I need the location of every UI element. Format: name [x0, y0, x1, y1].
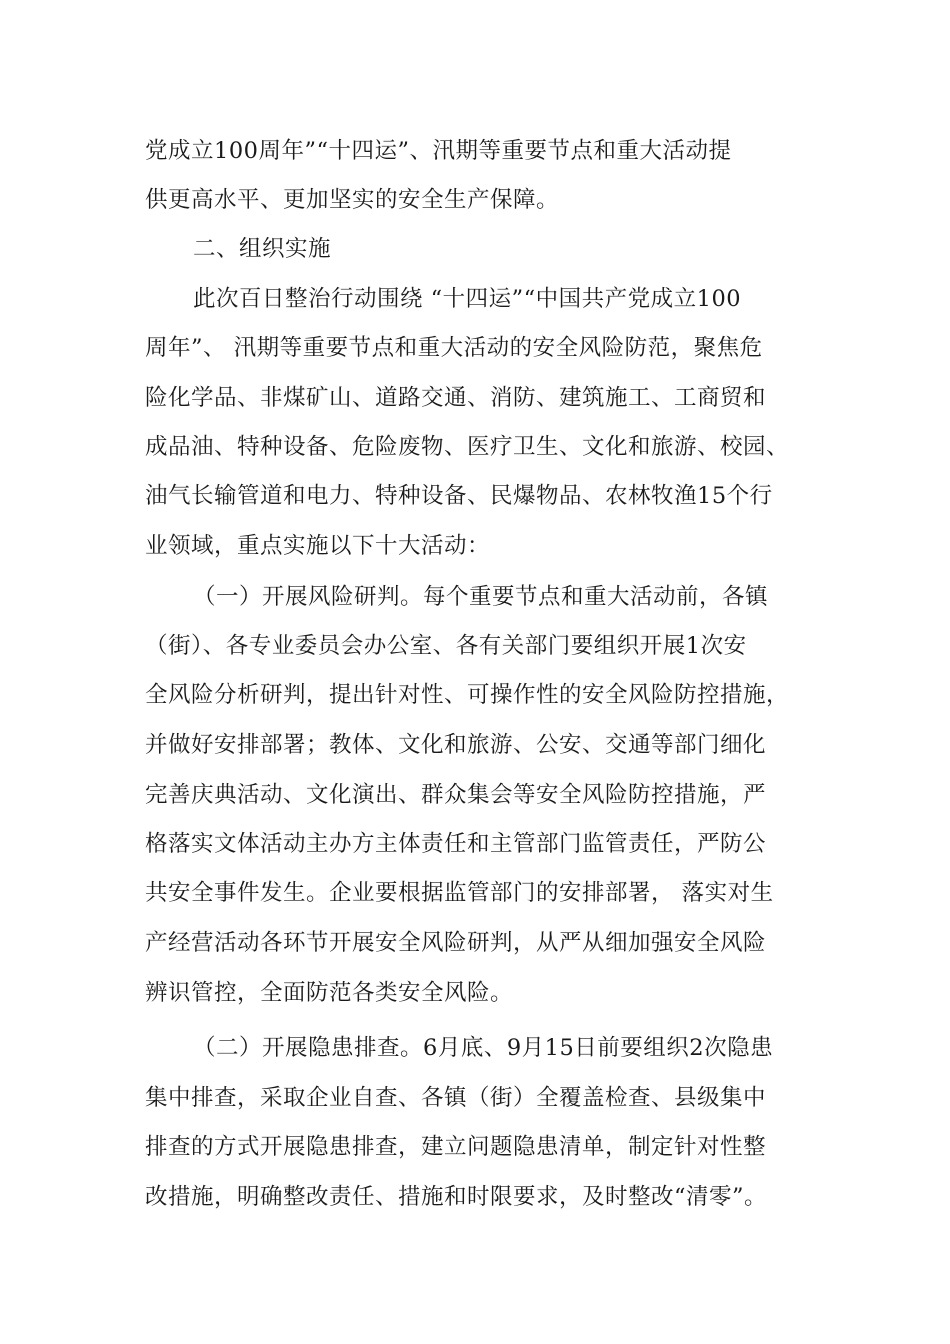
text-line-1: 党成立100周年”“十四运”、汛期等重要节点和重大活动提 — [145, 138, 732, 164]
text-line-5: 周年”、 汛期等重要节点和重大活动的安全风险防范，聚焦危 — [145, 335, 763, 361]
text-line-8: 油气长输管道和电力、特种设备、民爆物品、农林牧渔15个行 — [145, 483, 773, 509]
subsection-one-start: （一）开展风险研判。每个重要节点和重大活动前，各镇 — [193, 584, 769, 610]
text-line-11: （街）、各专业委员会办公室、各有关部门要组织开展1次安 — [145, 633, 747, 659]
text-line-13: 并做好安排部署；教体、文化和旅游、公安、交通等部门细化 — [145, 732, 767, 758]
text-line-16: 共安全事件发生。企业要根据监管部门的安排部署， 落实对生 — [145, 880, 774, 906]
text-line-4: 此次百日整治行动围绕 “十四运”“中国共产党成立100 — [193, 286, 742, 312]
subsection-two-start: （二）开展隐患排查。6月底、9月15日前要组织2次隐患 — [193, 1035, 774, 1061]
section-heading: 二、组织实施 — [193, 236, 332, 262]
text-line-18: 辨识管控，全面防范各类安全风险。 — [145, 980, 514, 1006]
text-line-14: 完善庆典活动、文化演出、群众集会等安全风险防控措施，严 — [145, 782, 767, 808]
text-line-6: 险化学品、非煤矿山、道路交通、消防、建筑施工、工商贸和 — [145, 385, 767, 411]
text-line-7: 成品油、特种设备、危险废物、医疗卫生、文化和旅游、校园、 — [145, 434, 790, 460]
text-line-20: 集中排查，采取企业自查、各镇（街）全覆盖检查、县级集中 — [145, 1085, 767, 1111]
text-line-21: 排查的方式开展隐患排查，建立问题隐患清单，制定针对性整 — [145, 1134, 767, 1160]
text-line-9: 业领域，重点实施以下十大活动： — [145, 533, 491, 559]
text-line-2: 供更高水平、更加坚实的安全生产保障。 — [145, 187, 560, 213]
text-line-17: 产经营活动各环节开展安全风险研判，从严从细加强安全风险 — [145, 930, 767, 956]
text-line-15: 格落实文体活动主办方主体责任和主管部门监管责任，严防公 — [145, 831, 767, 857]
text-line-12: 全风险分析研判，提出针对性、可操作性的安全风险防控措施， — [145, 682, 790, 708]
text-line-22: 改措施，明确整改责任、措施和时限要求，及时整改“清零”。 — [145, 1184, 768, 1210]
